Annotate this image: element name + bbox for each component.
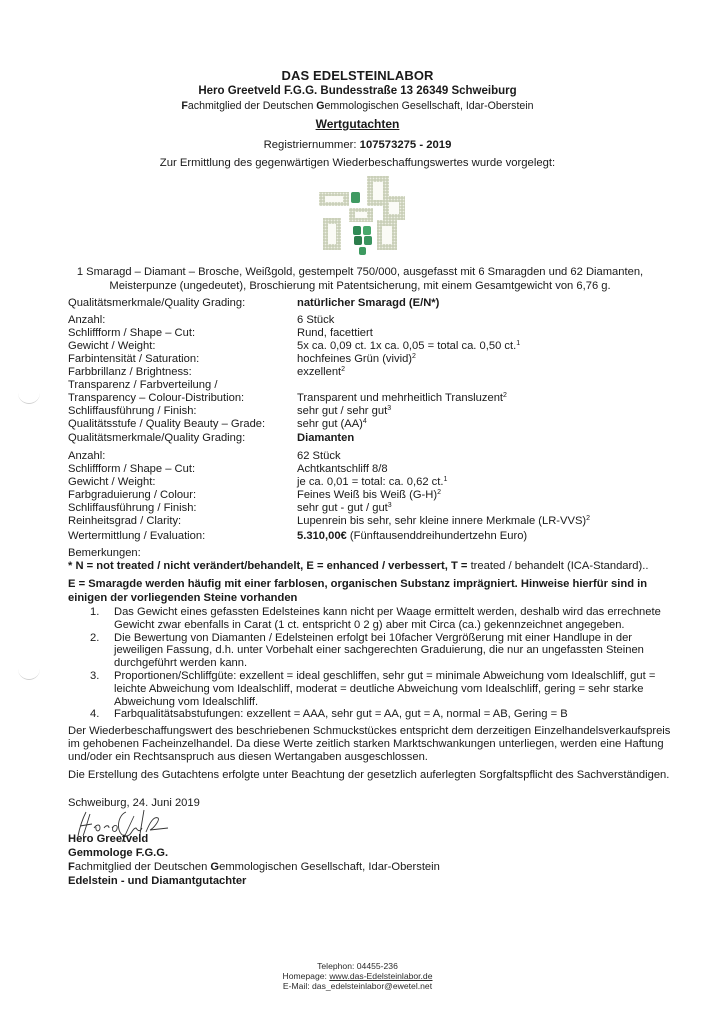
- row-label: Gewicht / Weight:: [68, 340, 156, 352]
- row-label: Anzahl:: [68, 314, 106, 326]
- row-value: je ca. 0,01 = total: ca. 0,62 ct.$^1$: [297, 476, 448, 488]
- document-title: [0, 118, 715, 131]
- disclaimer: [68, 725, 678, 782]
- footnote-number: 1.: [90, 606, 100, 618]
- grading-row: [68, 340, 668, 353]
- footer-email: E-Mail: das_edelsteinlabor@ewetel.net: [282, 980, 433, 991]
- grading-label: Qualitätsmerkmale/Quality Grading:: [68, 432, 246, 444]
- registration-number: 107573275 - 2019: [359, 139, 452, 151]
- evaluation-value: [297, 530, 668, 543]
- grading-row: [68, 327, 668, 340]
- intro-line: Zur Ermittlung des gegenwärtigen Wiederbeschaffungswertes wurde vorgelegt:: [159, 157, 556, 169]
- row-value: sehr gut - gut / gut$^3$: [297, 502, 392, 514]
- footnote-item: [90, 708, 680, 721]
- contact-footer: [0, 962, 715, 991]
- row-value: Transparent und mehrheitlich Transluzent$^2$: [297, 392, 507, 404]
- grading-row: [68, 476, 668, 489]
- initial: F: [68, 861, 75, 873]
- row-label: Schliffform / Shape – Cut:: [68, 327, 196, 339]
- place-date: Schweiburg, 24. Juni 2019: [68, 797, 200, 809]
- emerald-grading-table: [68, 314, 668, 431]
- disclaimer-paragraph: Der Wiederbeschaffungswert des beschriebenen Schmuckstückes entspricht dem derzeitigen Einzelhandelsverkaufspreis im gehobenen Facheinzelhandel. Da diese Werte zeitlich starken Marktschwankungen unterliegen, werden eine Haftung und/oder ein Rechtsanspruch aus diesen Wertangaben ausgeschlossen.: [68, 725, 671, 763]
- row-value: 5x ca. 0,09 ct. 1x ca. 0,05 = total ca. 0,50 ct.$^1$: [297, 340, 521, 352]
- punch-hole-mark: [18, 668, 40, 680]
- row-label: Reinheitsgrad / Clarity:: [68, 515, 182, 527]
- row-label: Farbintensität / Saturation:: [68, 353, 200, 365]
- grading-row: [68, 418, 668, 431]
- registration-label: Registriernummer:: [263, 139, 360, 151]
- grading-stone-type: Diamanten: [297, 432, 355, 444]
- homepage-label: Homepage:: [282, 970, 330, 981]
- lab-address: Hero Greetveld F.G.G. Bundesstraße 13 26349 Schweiburg: [198, 85, 517, 97]
- remarks-section: [68, 547, 678, 605]
- footnote-item: [90, 606, 680, 632]
- row-label: Farbgraduierung / Colour:: [68, 489, 197, 501]
- footer-phone: Telephon: 04455-236: [317, 961, 398, 971]
- description-line: Meisterpunze (ungedeutet), Broschierung mit Patentsicherung, mit einem Gesamtgewicht von 6,76 g.: [109, 279, 611, 292]
- footnote-text: Farbqualitätsabstufungen: exzellent = AAA, sehr gut = AA, gut = A, normal = AB, Gering = B: [114, 708, 568, 721]
- appraiser-role: Edelstein - und Diamantgutachter: [68, 875, 247, 887]
- grading-row: [68, 489, 668, 502]
- grading-row: [68, 515, 668, 528]
- membership-text: emmologischen Gesellschaft, Idar-Oberstein: [219, 861, 440, 873]
- row-label: Schliffausführung / Finish:: [68, 502, 197, 514]
- footnote-text: Proportionen/Schliffgüte: exzellent = ideal geschliffen, sehr gut = minimale Abweichung vom Idealschliff, gut = leichte Abweichung vom Idealschliff, moderat = deutliche Abweichung vom Idealschliff, gering = sehr starke Abweichung vom Idealschliff.: [114, 669, 656, 708]
- row-label: Transparency – Colour-Distribution:: [68, 392, 245, 404]
- initial: G: [316, 100, 325, 112]
- evaluation-label: Wertermittlung / Evaluation:: [68, 530, 206, 542]
- diamond-grading-header: [68, 432, 668, 445]
- row-value: exzellent$^2$: [297, 366, 346, 378]
- registration-line: [0, 139, 715, 152]
- grading-row: [68, 353, 668, 366]
- grading-row: [68, 379, 668, 392]
- grading-row: [68, 314, 668, 327]
- row-label: Schliffform / Shape – Cut:: [68, 463, 196, 475]
- row-label: Anzahl:: [68, 450, 106, 462]
- grading-row: [68, 463, 668, 476]
- treatment-legend: [68, 560, 678, 573]
- footnote-item: [90, 632, 680, 670]
- footnote-number: 3.: [90, 669, 100, 682]
- row-value: Rund, facettiert: [297, 327, 373, 339]
- remarks-title: Bemerkungen:: [68, 547, 141, 559]
- grading-label: Qualitätsmerkmale/Quality Grading:: [68, 297, 246, 309]
- grading-stone-type: natürlicher Smaragd (E/N*): [297, 297, 440, 309]
- initial: F: [181, 100, 188, 112]
- row-value: sehr gut (AA)$^4$: [297, 418, 367, 430]
- signature-block: [68, 832, 440, 888]
- grading-row: [68, 366, 668, 379]
- row-value: Achtkantschliff 8/8: [297, 463, 388, 475]
- row-value: [297, 379, 668, 392]
- evaluation-row: [68, 530, 668, 543]
- initial: G: [210, 861, 220, 873]
- legend-bold: * N = not treated / nicht verändert/behandelt, E = enhanced / verbessert, T =: [68, 560, 471, 572]
- membership-text: emmologischen Gesellschaft, Idar-Oberstein: [324, 100, 534, 112]
- row-label: Transparenz / Farbverteilung /: [68, 379, 218, 391]
- item-description: [40, 266, 680, 293]
- grading-row: [68, 450, 668, 463]
- row-value: 6 Stück: [297, 314, 335, 326]
- row-label: Schliffausführung / Finish:: [68, 405, 197, 417]
- emerald-treatment-note: E = Smaragde werden häufig mit einer farblosen, organischen Substanz imprägniert. Hinweise hierfür sind in einigen der vorliegenden Steine vorhanden: [68, 578, 648, 604]
- lab-name: DAS EDELSTEINLABOR: [281, 68, 434, 83]
- lab-membership: [0, 100, 715, 113]
- diamond-grading-table: [68, 450, 668, 528]
- footnote-text: Das Gewicht eines gefassten Edelsteines kann nicht per Waage ermittelt werden, deshalb wird das errechnete Gewicht zwar ebenfalls in Carat (1 ct. entspricht 0 2 g) aber mit Circa (ca.) gekennzeichnet angegeben.: [114, 606, 661, 631]
- grading-row: [68, 405, 668, 418]
- appraiser-membership: [68, 860, 440, 874]
- footnote-item: [90, 670, 680, 708]
- homepage-link[interactable]: www.das-Edelsteinlabor.de: [329, 970, 433, 981]
- footnote-text: Die Bewertung von Diamanten / Edelsteinen erfolgt bei 10facher Vergrößerung mit einer Handlupe in der jeweiligen Fassung, d.h. unter Vorbehalt einer sachgerechten Graduierung, die nur an ungefassten Steinen durchgeführt werden kann.: [114, 631, 644, 670]
- appraiser-name: Hero Greetveld: [68, 833, 149, 845]
- brooch-photo: [315, 174, 407, 258]
- row-value: Feines Weiß bis Weiß $(G-H)^2$: [297, 489, 441, 501]
- appraiser-title: Gemmologe F.G.G.: [68, 847, 169, 859]
- row-value: 62 Stück: [297, 450, 341, 462]
- emerald-grading-header: [68, 297, 668, 310]
- evaluation-amount-words: (Fünftausenddreihundertzehn Euro): [346, 530, 528, 542]
- row-value: sehr gut / sehr gut$^3$: [297, 405, 392, 417]
- row-label: Farbbrillanz / Brightness:: [68, 366, 192, 378]
- membership-text: achmitglied der Deutschen: [74, 861, 211, 873]
- document-title-text: Wertgutachten: [315, 117, 400, 131]
- row-label: Qualitätsstufe / Quality Beauty – Grade:: [68, 418, 266, 430]
- row-value: hochfeines Grün (vivid)$^2$: [297, 353, 416, 365]
- evaluation-amount: 5.310,00€: [297, 530, 347, 542]
- disclaimer-paragraph: Die Erstellung des Gutachtens erfolgte unter Beachtung der gesetzlich auferlegten Sorgfaltspflicht des Sachverständigen.: [68, 769, 670, 781]
- row-label: Gewicht / Weight:: [68, 476, 156, 488]
- legend-normal: treated / behandelt (ICA-Standard)..: [470, 560, 649, 572]
- description-line: 1 Smaragd – Diamant – Brosche, Weißgold, gestempelt 750/000, ausgefasst mit 6 Smaragden und 62 Diamanten,: [76, 266, 644, 278]
- punch-hole-mark: [18, 392, 40, 404]
- grading-row: [68, 392, 668, 405]
- footnotes-list: [90, 606, 680, 721]
- footnote-number: 2.: [90, 631, 100, 644]
- grading-row: [68, 502, 668, 515]
- footnote-number: 4.: [90, 708, 100, 721]
- row-value: Lupenrein bis sehr, sehr kleine innere Merkmale $(LR-VVS)^2$: [297, 515, 591, 527]
- membership-text: achmitglied der Deutschen: [187, 100, 317, 112]
